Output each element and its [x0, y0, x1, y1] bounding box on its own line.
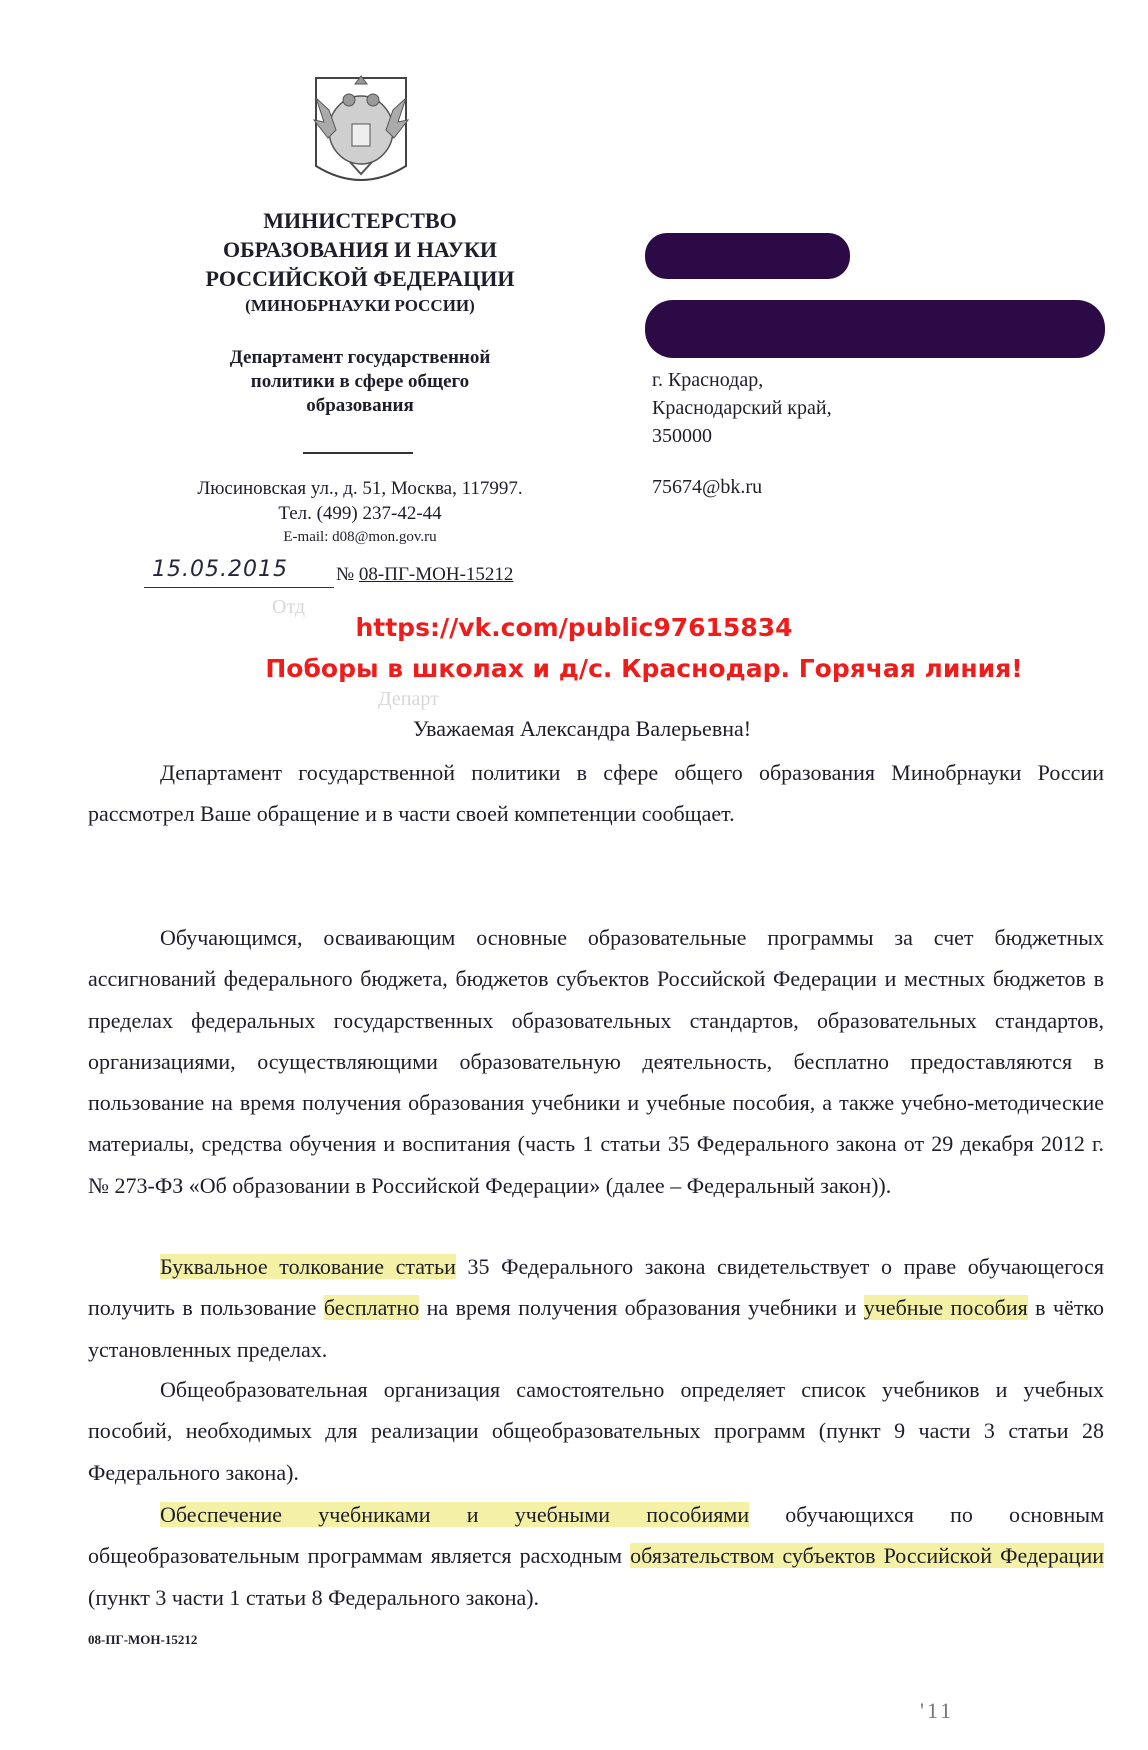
- handwritten-date: 15.05.2015: [152, 557, 288, 582]
- recipient-email: 75674@bk.ru: [652, 476, 763, 498]
- divider: [303, 452, 413, 454]
- page-mark: '11: [920, 1698, 955, 1723]
- paragraph: Обеспечение учебниками и учебными пособиями обучающихся по основным общеобразовательным программам является расходным обязательством субъектов Российской Федерации (пункт 3 части 1 статьи 8 Федерального закона).: [88, 1502, 1105, 1610]
- ministry-phone: Тел. (499) 237-42-44: [278, 503, 442, 524]
- department-name: Департамент государственной политики в сфере общего образования: [229, 347, 491, 416]
- ministry-short-name: (МИНОБРНАУКИ РОССИИ): [245, 296, 475, 315]
- highlighted-text: обязательством субъектов Российской Федерации: [630, 1543, 1105, 1569]
- highlighted-text: Буквальное толкование статьи: [160, 1254, 456, 1279]
- bleed-through-text: Отд: [272, 596, 306, 618]
- highlighted-text: бесплатно: [323, 1295, 420, 1321]
- watermark-text: Поборы в школах и д/с. Краснодар. Горячая линия!: [265, 654, 1023, 683]
- highlighted-text: Обеспечение учебниками и учебными пособиями: [160, 1502, 750, 1527]
- paragraph: Общеобразовательная организация самостоятельно определяет список учебников и учебных пособий, необходимых для реализации общеобразовательных программ (пункт 9 части 3 статьи 28 Федерального закона).: [88, 1377, 1104, 1485]
- bleed-through-text: Департ: [378, 688, 439, 710]
- recipient-address: г. Краснодар, Краснодарский край, 350000: [652, 369, 832, 447]
- highlighted-text: учебные пособия: [863, 1295, 1028, 1321]
- redaction-mark: [645, 300, 1105, 358]
- paragraph: Обучающимся, осваивающим основные образовательные программы за счет бюджетных ассигнований федерального бюджета, бюджетов субъектов Российской Федерации и местных бюджетов в пределах федеральных государственных образовательных стандартов, образовательных стандартов, организациями, осуществляющими образовательную деятельность, бесплатно предоставляются в пользование на время получения образования учебники и учебные пособия, а также учебно-методические материалы, средства обучения и воспитания (часть 1 статьи 35 Федерального закона от 29 декабря 2012 г. № 273-ФЗ «Об образовании в Российской Федерации» (далее – Федеральный закон)).: [88, 925, 1104, 1198]
- coat-of-arms-icon: [306, 70, 416, 194]
- ministry-name: МИНИСТЕРСТВО ОБРАЗОВАНИЯ И НАУКИ РОССИЙСКОЙ ФЕДЕРАЦИИ: [205, 208, 515, 291]
- watermark-url: https://vk.com/public97615834: [355, 613, 793, 642]
- ministry-address: Люсиновская ул., д. 51, Москва, 117997.: [197, 478, 523, 499]
- redaction-mark: [645, 233, 850, 279]
- ministry-email: E-mail: d08@mon.gov.ru: [283, 529, 437, 545]
- date-field: [144, 557, 334, 588]
- paragraph: Буквальное толкование статьи 35 Федерального закона свидетельствует о праве обучающегося получить в пользование бесплатно на время получения образования учебники и учебные пособия в чётко установленных пределах.: [88, 1254, 1105, 1362]
- greeting: Уважаемая Александра Валерьевна!: [413, 716, 752, 741]
- paragraph: Департамент государственной политики в сфере общего образования Минобрнауки России рассмотрел Ваше обращение и в части своей компетенции сообщает.: [88, 760, 1104, 827]
- document-number: № 08-ПГ-МОН-15212: [336, 564, 514, 585]
- footer-doc-code: 08-ПГ-МОН-15212: [88, 1632, 198, 1647]
